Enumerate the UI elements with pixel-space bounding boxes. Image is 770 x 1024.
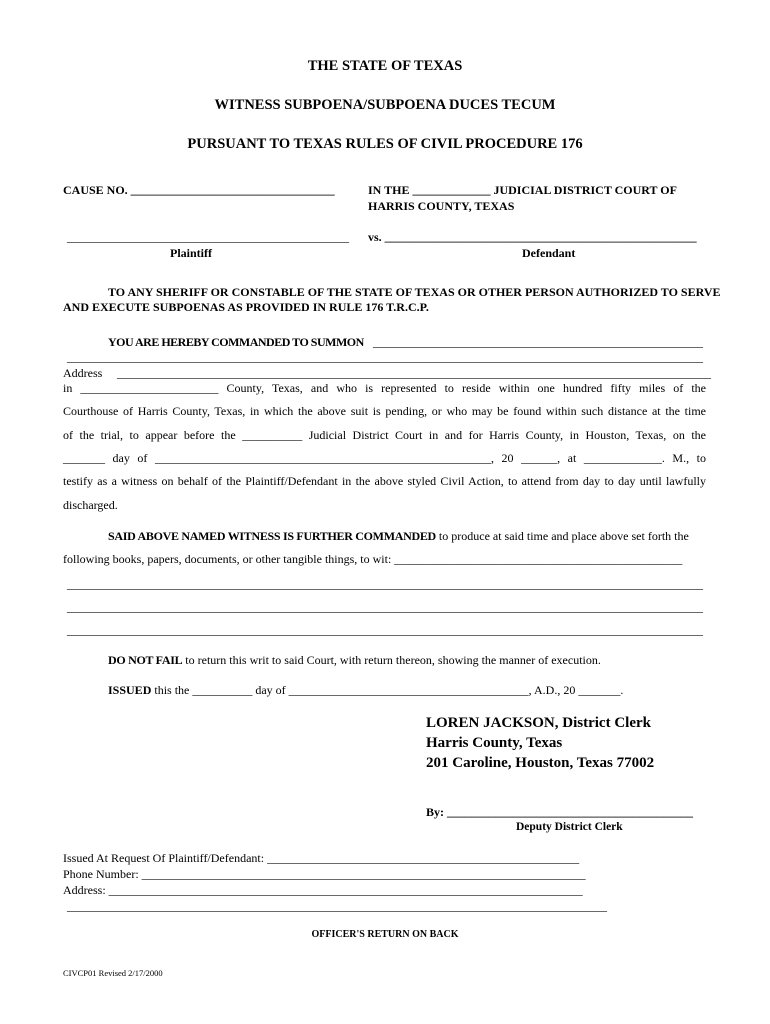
cause-number-field[interactable]: CAUSE NO. __________________________________	[63, 183, 335, 197]
duces-tecum-line-1	[108, 529, 689, 544]
body-line-testify: testify as a witness on behalf of the Plaintiff/Defendant in the above styled Civil Action, to attend from day to day until lawfully	[63, 474, 706, 488]
clerk-county: Harris County, Texas	[426, 735, 563, 751]
request-party-field[interactable]: Issued At Request Of Plaintiff/Defendant: ____________________________________________________	[63, 851, 580, 865]
request-address-field[interactable]: Address: _______________________________________________________________________________	[63, 883, 583, 897]
do-not-fail-rest: to return this writ to said Court, with return thereon, showing the manner of execution.	[182, 653, 601, 667]
body-line-day: _______ day of ________________________________________________________, 20 ______, at _____________. M., to	[63, 451, 706, 465]
defendant-label: Defendant	[522, 246, 576, 260]
do-not-fail-label: DO NOT FAIL	[108, 653, 183, 667]
clerk-address: 201 Caroline, Houston, Texas 77002	[426, 755, 655, 771]
address-label: Address	[63, 366, 103, 380]
summon-field[interactable]: _______________________________________________________	[373, 335, 703, 349]
defendant-field[interactable]: vs. ____________________________________________________	[368, 230, 697, 244]
addressee-line-1: TO ANY SHERIFF OR CONSTABLE OF THE STATE OF TEXAS OR OTHER PERSON AUTHORIZED TO SERVE	[108, 285, 721, 299]
duces-tecum-command: SAID ABOVE NAMED WITNESS IS FURTHER COMMANDED	[108, 529, 436, 543]
plaintiff-field[interactable]: _______________________________________________	[67, 230, 349, 244]
addressee-line-2: AND EXECUTE SUBPOENAS AS PROVIDED IN RULE 176 T.R.C.P.	[63, 300, 429, 314]
documents-field-2[interactable]: __________________________________________________________________________________________________________	[67, 600, 703, 614]
plaintiff-label: Plaintiff	[170, 246, 212, 260]
form-id: CIVCP01 Revised 2/17/2000	[63, 968, 163, 978]
address-field[interactable]: ___________________________________________________________________________________________________	[117, 366, 711, 380]
court-line-1[interactable]: IN THE _____________ JUDICIAL DISTRICT COURT OF	[368, 183, 677, 197]
deputy-label: Deputy District Clerk	[516, 821, 623, 833]
documents-field-3[interactable]: __________________________________________________________________________________________________________	[67, 623, 703, 637]
clerk-name: LOREN JACKSON, District Clerk	[426, 715, 651, 731]
by-signature-field[interactable]: By: _________________________________________	[426, 805, 693, 819]
request-address-field-continued[interactable]: __________________________________________________________________________________________	[67, 899, 607, 913]
document-title: WITNESS SUBPOENA/SUBPOENA DUCES TECUM	[214, 97, 556, 113]
body-line-county: in _______________________ County, Texas, and who is represented to reside within one hundred fifty miles of the	[63, 381, 706, 395]
do-not-fail-line	[108, 653, 601, 668]
state-heading: THE STATE OF TEXAS	[307, 58, 463, 74]
issued-label: ISSUED	[108, 683, 152, 697]
summon-label: YOU ARE HEREBY COMMANDED TO SUMMON	[108, 335, 364, 349]
body-line-courthouse: Courthouse of Harris County, Texas, in which the above suit is pending, or who may be found within such distance at the time	[63, 404, 706, 418]
body-line-discharged: discharged.	[63, 498, 118, 512]
documents-field-1[interactable]: __________________________________________________________________________________________________________	[67, 577, 703, 591]
phone-number-field[interactable]: Phone Number: __________________________________________________________________________	[63, 867, 586, 881]
duces-tecum-line-2[interactable]: following books, papers, documents, or other tangible things, to wit: ________________________________________________	[63, 552, 683, 566]
body-line-trial: of the trial, to appear before the __________ Judicial District Court in and for Harris County, in Houston, Texas, on the	[63, 428, 706, 442]
court-line-2: HARRIS COUNTY, TEXAS	[368, 199, 515, 213]
issued-rest: this the __________ day of ________________________________________, A.D., 20 _______.	[151, 683, 624, 697]
officers-return-note: OFFICER'S RETURN ON BACK	[311, 929, 459, 940]
summon-field-continued[interactable]: __________________________________________________________________________________________________________	[67, 350, 703, 364]
duces-tecum-rest: to produce at said time and place above set forth the	[435, 529, 689, 543]
issued-line[interactable]	[108, 683, 623, 698]
rule-heading: PURSUANT TO TEXAS RULES OF CIVIL PROCEDURE 176	[187, 136, 583, 152]
